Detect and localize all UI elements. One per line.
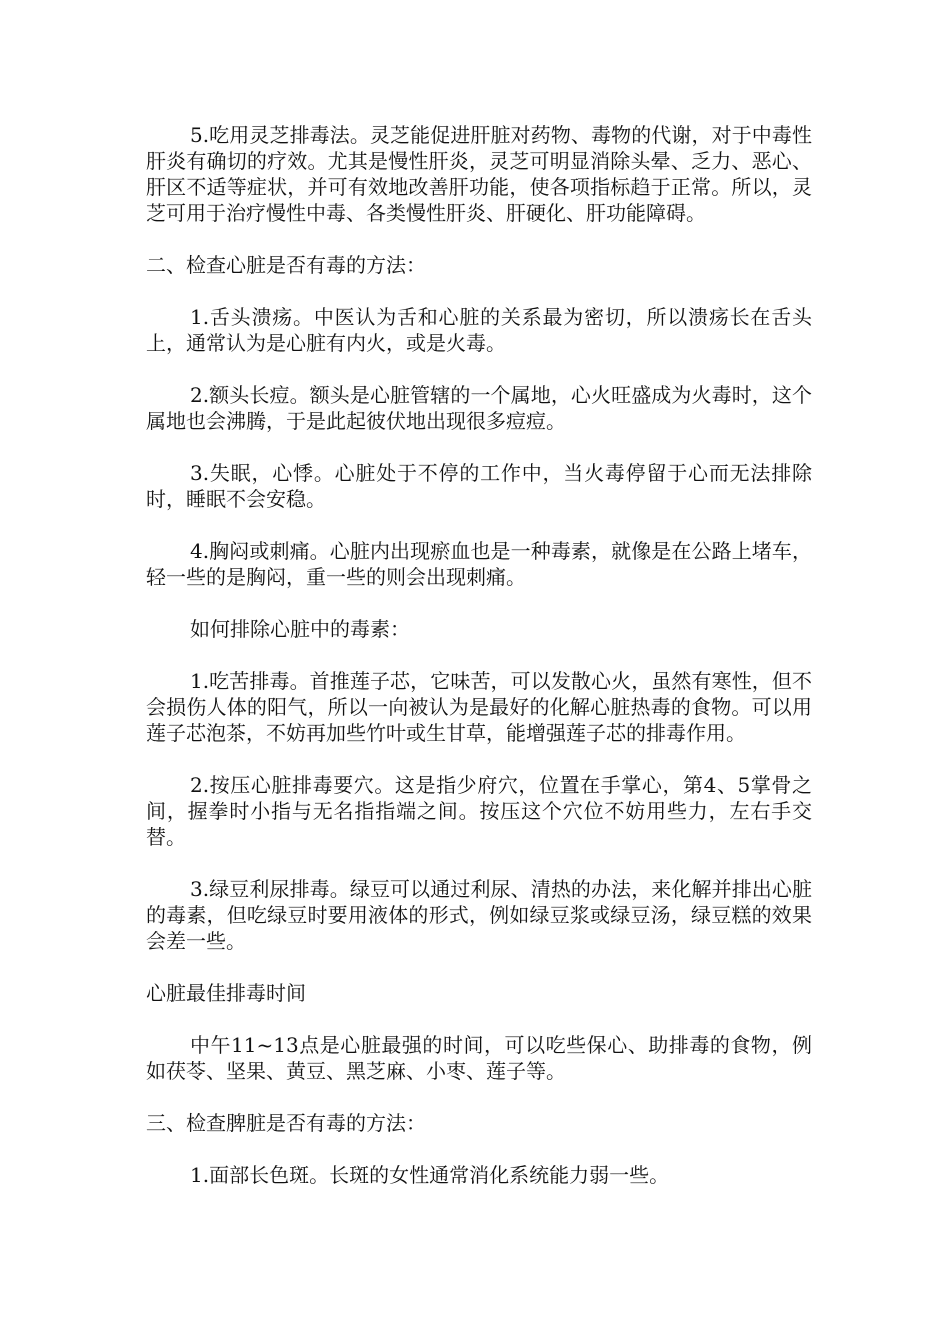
document-body — [146, 122, 812, 1214]
paragraph-bitter-detox: 1.吃苦排毒。首推莲子芯，它味苦，可以发散心火，虽然有寒性，但不会损伤人体的阳气，所以一向被认为是最好的化解心脏热毒的食物。可以用莲子芯泡茶，不妨再加些竹叶或生甘草，能增强莲子芯的排毒作用。 — [146, 669, 812, 745]
paragraph-lingzhi-detox: 5.吃用灵芝排毒法。灵芝能促进肝脏对药物、毒物的代谢，对于中毒性肝炎有确切的疗效。尤其是慢性肝炎，灵芝可明显消除头晕、乏力、恶心、肝区不适等症状，并可有效地改善肝功能，使各项指标趋于正常。所以，灵芝可用于治疗慢性中毒、各类慢性肝炎、肝硬化、肝功能障碍。 — [146, 123, 812, 225]
paragraph-noon-time: 中午11~13点是心脏最强的时间，可以吃些保心、助排毒的食物，例如茯苓、坚果、黄豆、黑芝麻、小枣、莲子等。 — [146, 1033, 812, 1083]
subheading-heart-detox: 如何排除心脏中的毒素： — [190, 617, 410, 641]
paragraph-forehead-acne: 2.额头长痘。额头是心脏管辖的一个属地，心火旺盛成为火毒时，这个属地也会沸腾，于是此起彼伏地出现很多痘痘。 — [146, 383, 812, 433]
paragraph-tongue-ulcer: 1.舌头溃疡。中医认为舌和心脏的关系最为密切，所以溃疡长在舌头上，通常认为是心脏有内火，或是火毒。 — [146, 305, 812, 355]
paragraph-chest-pain: 4.胸闷或刺痛。心脏内出现瘀血也是一种毒素，就像是在公路上堵车，轻一些的是胸闷，重一些的则会出现刺痛。 — [146, 539, 812, 589]
heading-spleen-check: 三、检查脾脏是否有毒的方法： — [146, 1111, 426, 1135]
paragraph-mung-bean: 3.绿豆利尿排毒。绿豆可以通过利尿、清热的办法，来化解并排出心脏的毒素，但吃绿豆时要用液体的形式，例如绿豆浆或绿豆汤，绿豆糕的效果会差一些。 — [146, 877, 812, 953]
heading-heart-check: 二、检查心脏是否有毒的方法： — [146, 253, 426, 277]
paragraph-acupoint: 2.按压心脏排毒要穴。这是指少府穴，位置在手掌心，第4、5掌骨之间，握拳时小指与无名指指端之间。按压这个穴位不妨用些力，左右手交替。 — [146, 773, 812, 849]
paragraph-face-spots: 1.面部长色斑。长斑的女性通常消化系统能力弱一些。 — [190, 1163, 670, 1187]
heading-heart-detox-time: 心脏最佳排毒时间 — [146, 981, 306, 1005]
paragraph-insomnia: 3.失眠，心悸。心脏处于不停的工作中，当火毒停留于心而无法排除时，睡眠不会安稳。 — [146, 461, 812, 511]
